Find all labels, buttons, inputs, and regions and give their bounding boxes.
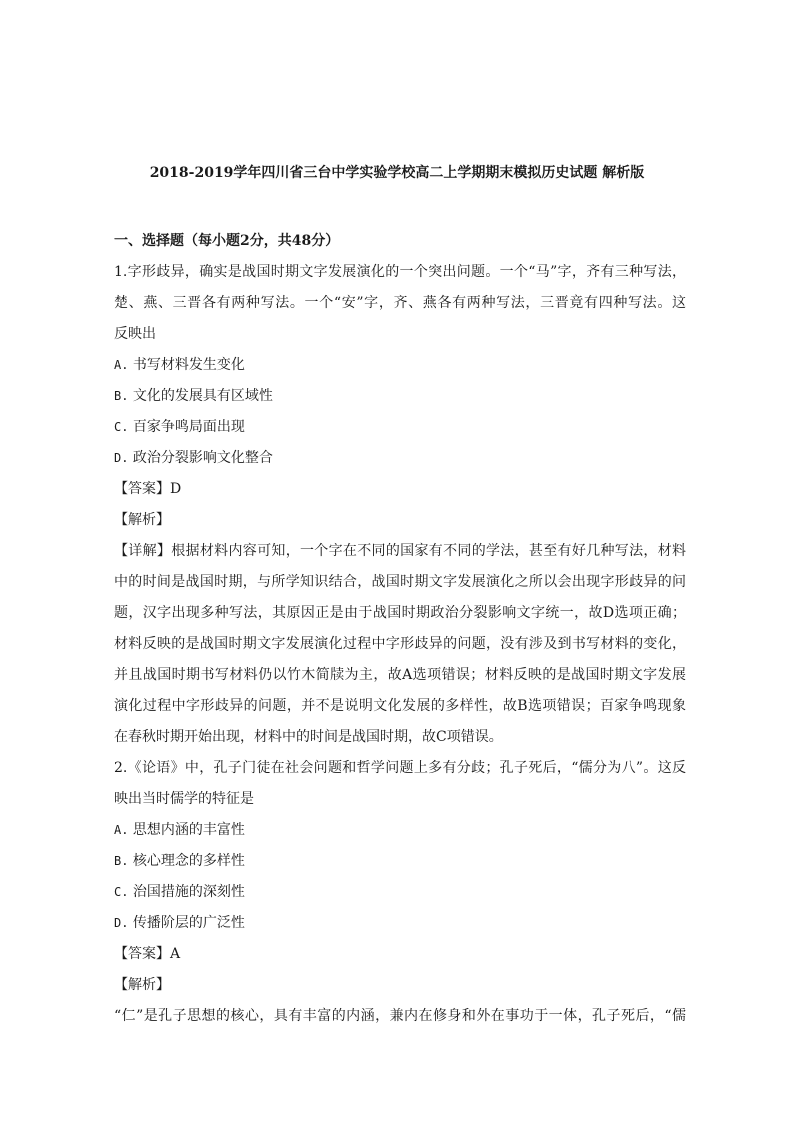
option-letter: C. [114, 420, 129, 434]
option-letter: A. [114, 358, 129, 372]
answer-line: 【答案】A [114, 946, 181, 962]
option-letter: C. [114, 885, 129, 899]
option-a [114, 350, 686, 381]
option-c [114, 877, 686, 908]
analysis-detail-line: 演化过程中字形歧异的问题，并不是说明文化发展的多样性，故B选项错误；百家争鸣现象 [114, 698, 686, 714]
option-a [114, 815, 686, 846]
analysis-detail-line: 并且战国时期书写材料仍以竹木简牍为主，故A选项错误；材料反映的是战国时期文字发展 [114, 667, 686, 683]
option-letter: D. [114, 916, 129, 930]
analysis-detail-line: 材料反映的是战国时期文字发展演化过程中字形歧异的问题，没有涉及到书写材料的变化， [114, 636, 686, 652]
analysis-detail-line: 题，汉字出现多种写法，其原因正是由于战国时期政治分裂影响文字统一，故D选项正确； [114, 605, 686, 621]
analysis-detail-line: “仁”是孔子思想的核心，具有丰富的内涵，兼内在修身和外在事功于一体，孔子死后，“儒 [114, 1008, 686, 1024]
question-stem-line: 映出当时儒学的特征是 [114, 791, 254, 807]
option-b [114, 846, 686, 877]
analysis-detail-line: 在春秋时期开始出现，材料中的时间是战国时期，故C项错误。 [114, 729, 503, 745]
question-2 [114, 753, 686, 1032]
option-text: 核心理念的多样性 [132, 853, 245, 869]
option-letter: A. [114, 823, 129, 837]
option-text: 治国措施的深刻性 [132, 884, 245, 900]
option-text: 思想内涵的丰富性 [132, 822, 245, 838]
question-1 [114, 257, 686, 753]
question-stem-line: 2.《论语》中，孔子门徒在社会问题和哲学问题上多有分歧；孔子死后，“儒分为八”。这反 [114, 760, 686, 776]
option-text: 文化的发展具有区域性 [132, 388, 273, 404]
section-heading: 一、选择题（每小题2分，共48分） [114, 233, 340, 249]
answer-line: 【答案】D [114, 481, 182, 497]
option-text: 传播阶层的广泛性 [132, 915, 245, 931]
question-stem-line: 反映出 [114, 326, 156, 342]
option-text: 书写材料发生变化 [132, 357, 245, 373]
analysis-detail-line: 中的时间是战国时期，与所学知识结合，战国时期文字发展演化之所以会出现字形歧异的问 [114, 574, 686, 590]
document-title: 2018-2019学年四川省三台中学实验学校高二上学期期末模拟历史试题 解析版 [149, 165, 645, 181]
option-d [114, 443, 686, 474]
option-c [114, 412, 686, 443]
option-letter: B. [114, 389, 129, 403]
analysis-label: 【解析】 [114, 512, 170, 528]
question-stem-line: 楚、燕、三晋各有两种写法。一个“安”字，齐、燕各有两种写法，三晋竟有四种写法。这 [114, 295, 686, 311]
option-letter: B. [114, 854, 129, 868]
option-d [114, 908, 686, 939]
analysis-label: 【解析】 [114, 977, 170, 993]
analysis-detail-line: 【详解】根据材料内容可知，一个字在不同的国家有不同的学法，甚至有好几种写法，材料 [114, 543, 686, 559]
question-stem-line: 1.字形歧异，确实是战国时期文字发展演化的一个突出问题。一个“马”字，齐有三种写法， [114, 264, 686, 280]
option-text: 百家争鸣局面出现 [132, 419, 245, 435]
option-letter: D. [114, 451, 129, 465]
option-text: 政治分裂影响文化整合 [132, 450, 273, 466]
option-b [114, 381, 686, 412]
document-body [114, 226, 686, 1032]
